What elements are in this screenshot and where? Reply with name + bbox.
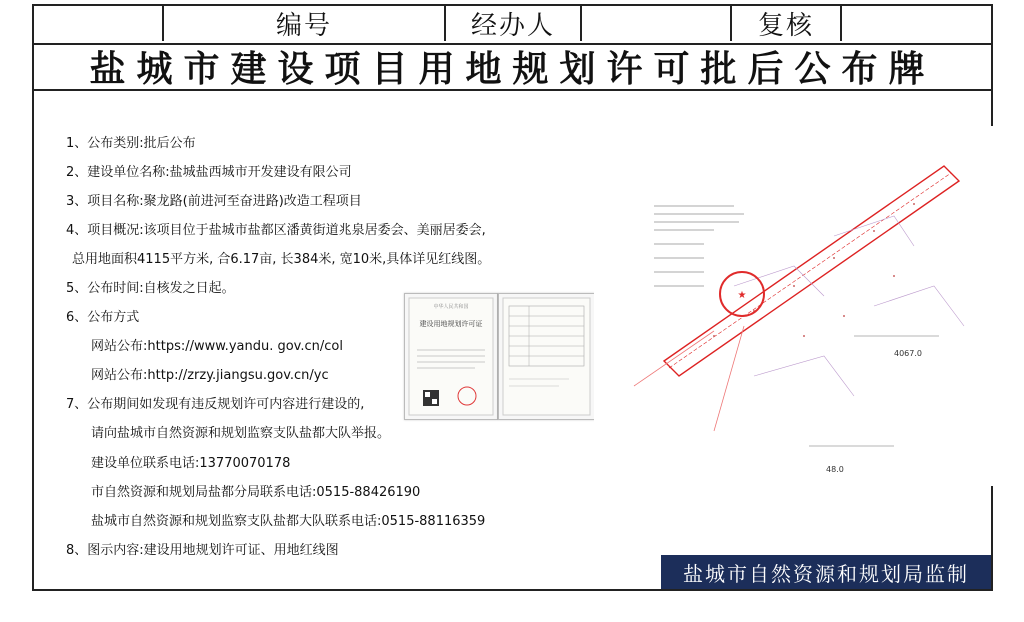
header-blank-2 xyxy=(582,6,732,41)
header-blank-1 xyxy=(34,6,164,41)
list-item: 建设单位联系电话:13770070178 xyxy=(91,456,291,471)
list-item: 2、建设单位名称:盐城盐西城市开发建设有限公司 xyxy=(66,165,352,180)
title-row xyxy=(34,43,991,91)
list-item: 网站公布:http://zrzy.jiangsu.gov.cn/yc xyxy=(91,368,329,383)
header-review-label: 复核 xyxy=(732,6,842,41)
permit-detail-drawing xyxy=(499,294,594,419)
page-title: 盐城市建设项目用地规划许可批后公布牌 xyxy=(89,48,936,90)
footer-supervisor: 盐城市自然资源和规划局监制 xyxy=(661,555,991,589)
permit-certificate-image xyxy=(404,293,498,420)
map-label-a: 4067.0 xyxy=(894,349,922,358)
list-item: 市自然资源和规划局盐都分局联系电话:0515-88426190 xyxy=(91,485,421,500)
list-item: 7、公布期间如发现有违反规划许可内容进行建设的, xyxy=(66,397,365,412)
header-handler-label: 经办人 xyxy=(446,6,582,41)
header-row xyxy=(34,6,991,45)
list-item: 3、项目名称:聚龙路(前进河至奋进路)改造工程项目 xyxy=(66,194,362,209)
list-item: 网站公布:https://www.yandu. gov.cn/col xyxy=(91,339,343,354)
list-item: 1、公布类别:批后公布 xyxy=(66,136,196,151)
permit-detail-page-image xyxy=(498,293,595,420)
list-item: 盐城市自然资源和规划监察支队盐都大队联系电话:0515-88116359 xyxy=(91,514,486,529)
permit-certificate-title: 建设用地规划许可证 xyxy=(419,320,483,328)
list-item: 5、公布时间:自核发之日起。 xyxy=(66,281,235,296)
list-item: 4、项目概况:该项目位于盐城市盐都区潘黄街道兆泉居委会、美丽居委会, xyxy=(66,223,486,238)
redline-map-drawing xyxy=(594,126,994,486)
header-number-label: 编号 xyxy=(164,6,446,41)
list-item: 请向盐城市自然资源和规划监察支队盐都大队举报。 xyxy=(91,426,391,441)
site-redline-map xyxy=(594,126,994,486)
list-item: 8、图示内容:建设用地规划许可证、用地红线图 xyxy=(66,543,339,558)
notice-board xyxy=(32,4,993,591)
svg-text:★: ★ xyxy=(737,290,747,301)
permit-certificate-drawing xyxy=(405,294,497,419)
list-item: 总用地面积4115平方米, 合6.17亩, 长384米, 宽10米,具体详见红线图。 xyxy=(72,252,491,267)
list-item: 6、公布方式 xyxy=(66,310,140,325)
map-label-b: 48.0 xyxy=(826,465,844,474)
svg-text:中华人民共和国: 中华人民共和国 xyxy=(433,304,469,310)
